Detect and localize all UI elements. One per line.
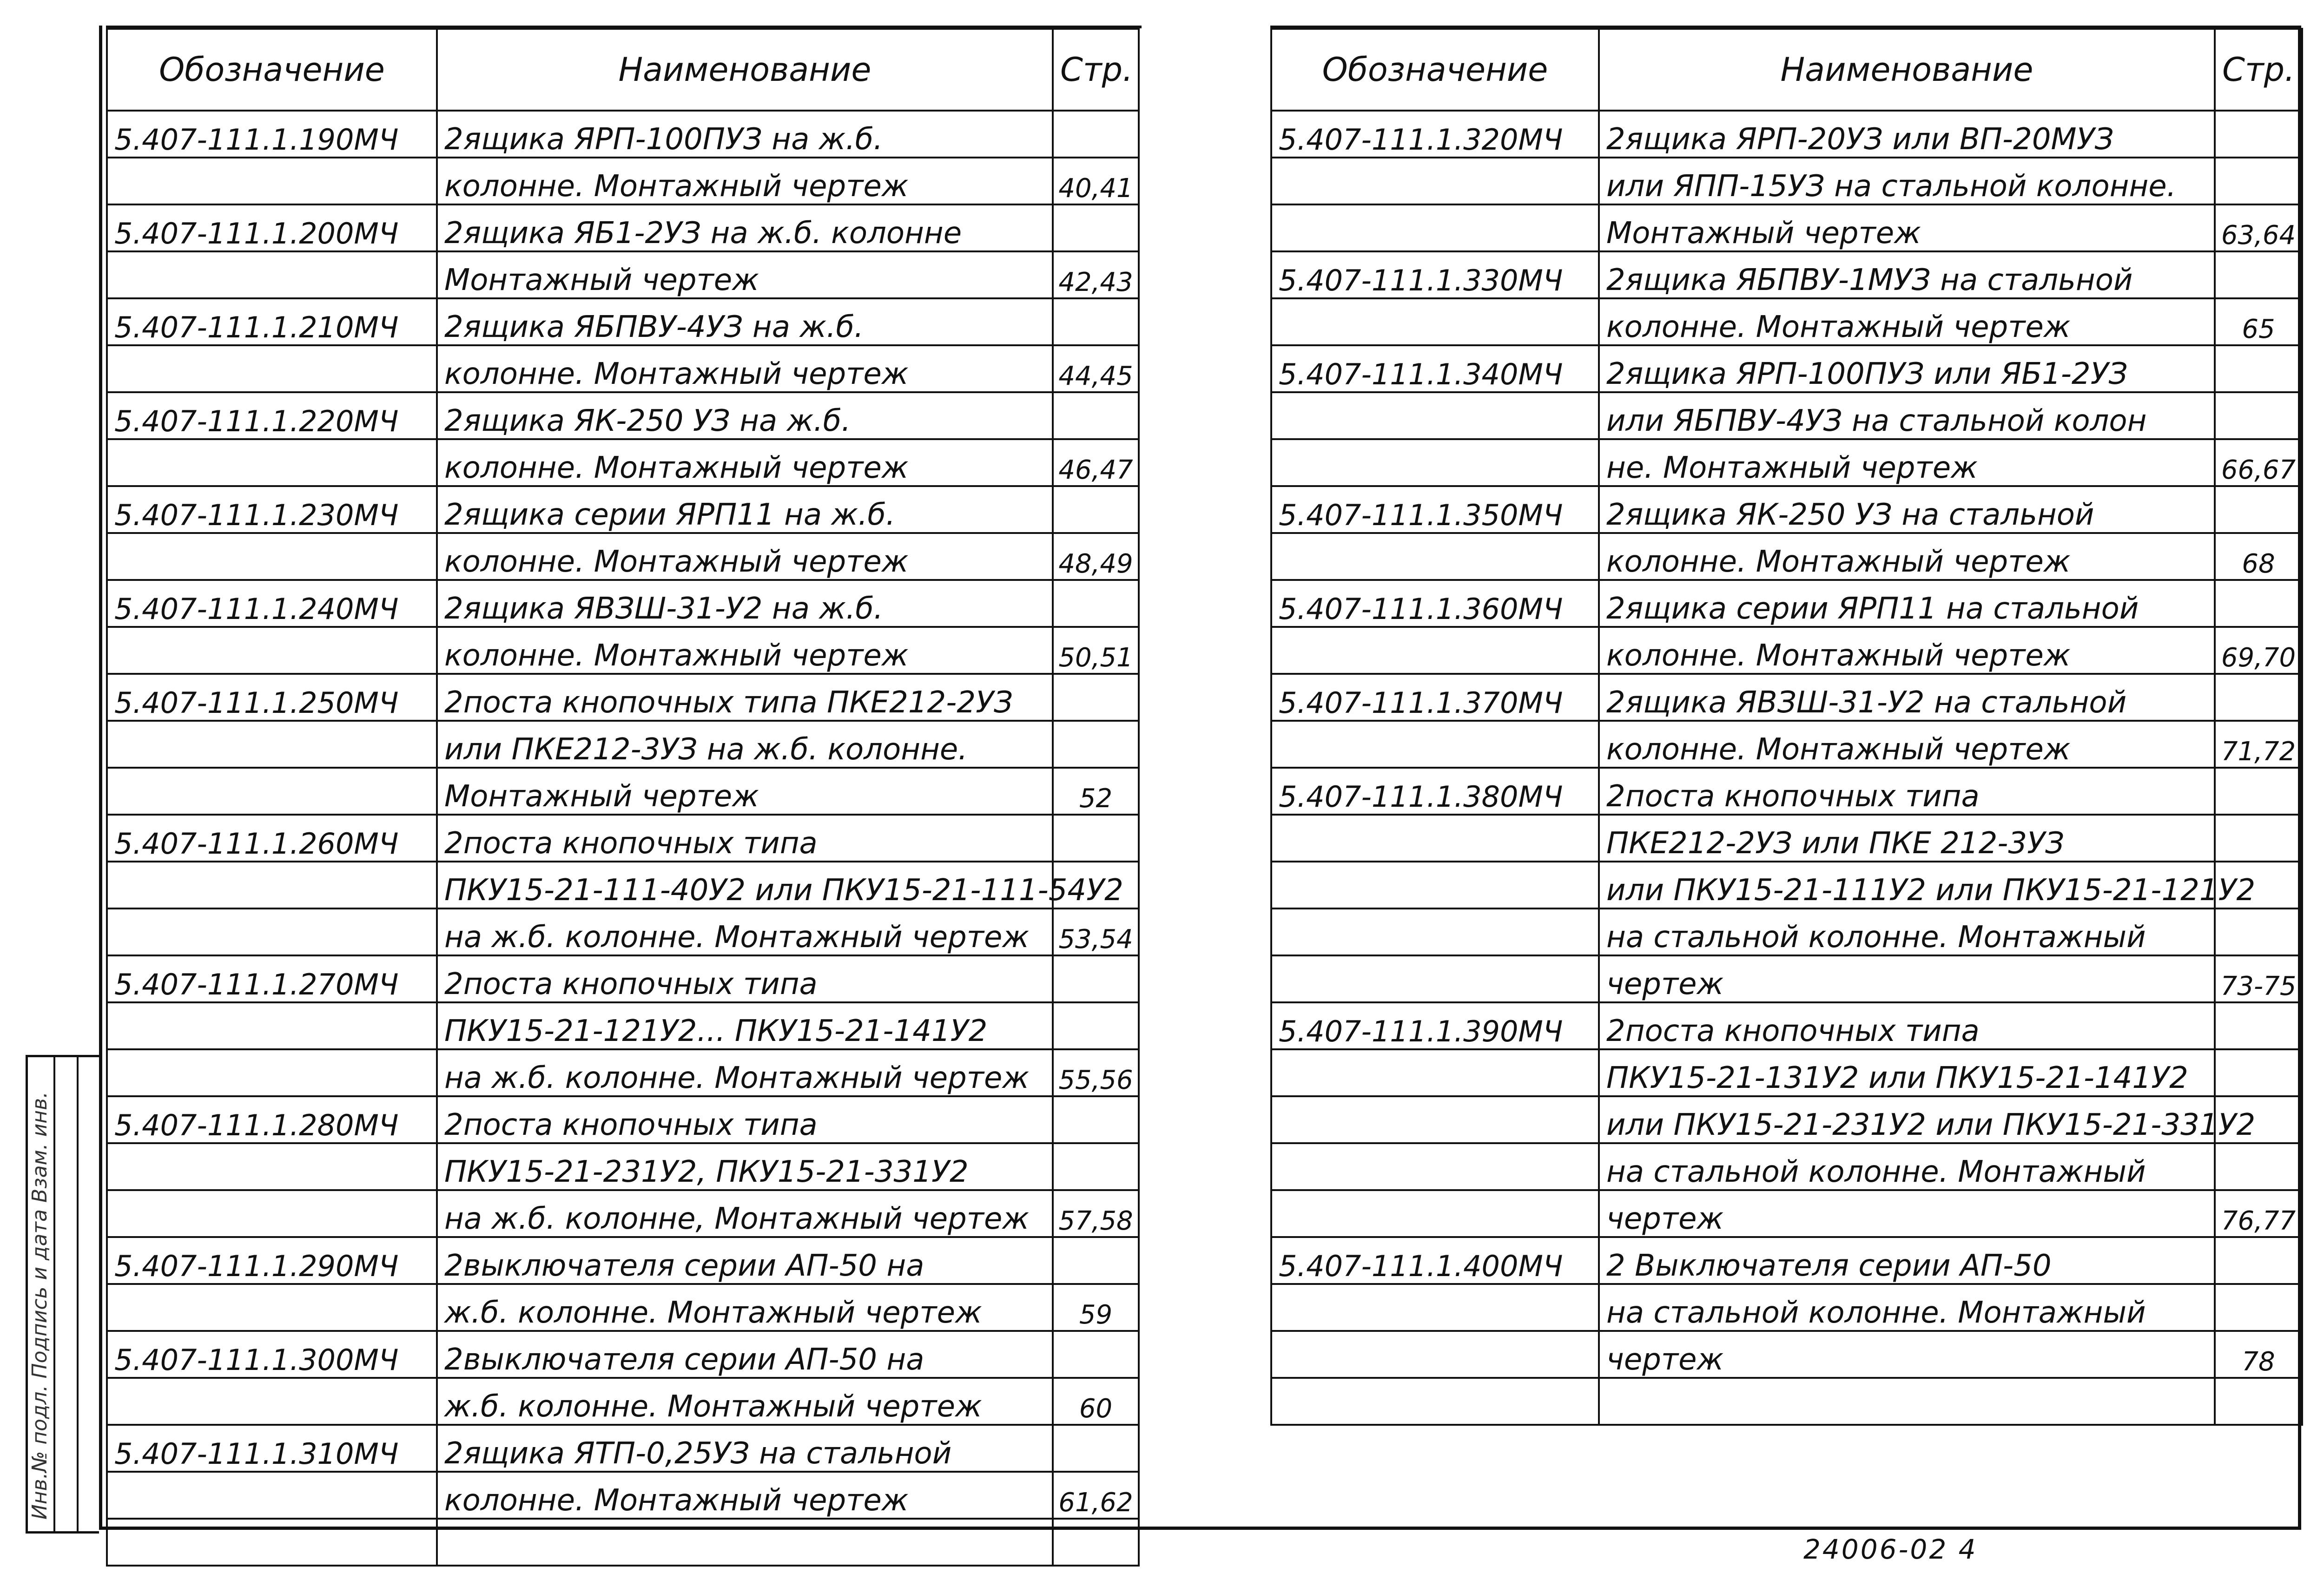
row-name: 2поста кнопочных типа: [1599, 1002, 2215, 1049]
table-row: [1271, 815, 2302, 862]
row-page: [2215, 111, 2302, 158]
row-page: [2215, 1284, 2302, 1331]
right-table-body: [1271, 111, 2302, 1425]
row-page: [1053, 955, 1139, 1002]
row-code: [107, 627, 437, 674]
row-code: 5.407-111.1.360МЧ: [1271, 580, 1599, 627]
table-row: [107, 1190, 1139, 1237]
row-page: 73-75: [2215, 955, 2302, 1002]
table-row: [107, 345, 1139, 392]
row-page: 68: [2215, 533, 2302, 580]
row-page: [1053, 1143, 1139, 1190]
row-page: [1053, 1002, 1139, 1049]
row-page: [1053, 721, 1139, 768]
right-header-row: [1271, 29, 2302, 111]
row-page: [1053, 1237, 1139, 1284]
row-page: 42,43: [1053, 251, 1139, 298]
row-page: [2215, 345, 2302, 392]
row-name: 2поста кнопочных типа: [437, 815, 1053, 862]
row-name: 2ящика ЯБ1-2УЗ на ж.б. колонне: [437, 204, 1053, 251]
row-page: [1053, 204, 1139, 251]
row-code: [107, 1190, 437, 1237]
row-name: 2ящика ЯРП-100ПУЗ или ЯБ1-2УЗ: [1599, 345, 2215, 392]
row-code: 5.407-111.1.350МЧ: [1271, 486, 1599, 533]
row-code: 5.407-111.1.260МЧ: [107, 815, 437, 862]
table-row: [107, 533, 1139, 580]
stamp-label: Инв.№ подл. Подпись и дата Взам. инв.: [28, 1092, 52, 1520]
row-name: колонне. Монтажный чертеж: [1599, 721, 2215, 768]
left-contents-table: [106, 28, 1140, 1567]
row-page: [1053, 815, 1139, 862]
table-row: [107, 392, 1139, 439]
row-code: [1271, 392, 1599, 439]
row-name: Монтажный чертеж: [437, 768, 1053, 815]
row-name: 2ящика ЯБПВУ-4УЗ на ж.б.: [437, 298, 1053, 345]
row-code: 5.407-111.1.340МЧ: [1271, 345, 1599, 392]
row-page: [1053, 1425, 1139, 1472]
row-name: [1599, 1378, 2215, 1425]
table-row: [1271, 627, 2302, 674]
table-row: [1271, 955, 2302, 1002]
row-code: [107, 1002, 437, 1049]
table-row: [1271, 439, 2302, 486]
table-row: [1271, 721, 2302, 768]
table-row: [107, 486, 1139, 533]
row-page: [2215, 251, 2302, 298]
document-code: 24006-02 4: [1803, 1534, 1978, 1565]
row-page: 60: [1053, 1378, 1139, 1425]
row-name: на стальной колонне. Монтажный: [1599, 1284, 2215, 1331]
row-page: [1053, 580, 1139, 627]
row-name: колонне. Монтажный чертеж: [1599, 298, 2215, 345]
row-code: [1271, 1096, 1599, 1143]
row-code: 5.407-111.1.300МЧ: [107, 1331, 437, 1378]
row-code: 5.407-111.1.280МЧ: [107, 1096, 437, 1143]
header-code: Обозначение: [107, 29, 437, 111]
row-name: 2ящика ЯВЗШ-31-У2 на ж.б.: [437, 580, 1053, 627]
row-name: 2ящика серии ЯРП11 на ж.б.: [437, 486, 1053, 533]
table-row: [107, 111, 1139, 158]
row-name: колонне. Монтажный чертеж: [437, 439, 1053, 486]
header-code: Обозначение: [1271, 29, 1599, 111]
row-page: 40,41: [1053, 158, 1139, 204]
table-row: [1271, 111, 2302, 158]
table-row: [1271, 908, 2302, 955]
row-page: 44,45: [1053, 345, 1139, 392]
row-code: [107, 908, 437, 955]
row-name: на ж.б. колонне. Монтажный чертеж: [437, 1049, 1053, 1096]
row-name: 2поста кнопочных типа: [437, 955, 1053, 1002]
table-row: [107, 721, 1139, 768]
row-code: 5.407-111.1.310МЧ: [107, 1425, 437, 1472]
table-row: [1271, 533, 2302, 580]
row-name: Монтажный чертеж: [1599, 204, 2215, 251]
row-code: [1271, 204, 1599, 251]
table-row: [107, 580, 1139, 627]
left-table-body: [107, 111, 1139, 1566]
table-row: [1271, 1237, 2302, 1284]
row-name: [437, 1519, 1053, 1566]
row-name: колонне. Монтажный чертеж: [437, 345, 1053, 392]
row-code: [1271, 298, 1599, 345]
row-page: 53,54: [1053, 908, 1139, 955]
table-row: [107, 1519, 1139, 1566]
table-row: [1271, 251, 2302, 298]
row-page: 55,56: [1053, 1049, 1139, 1096]
row-code: [107, 721, 437, 768]
row-name: чертеж: [1599, 955, 2215, 1002]
row-name: колонне. Монтажный чертеж: [437, 1472, 1053, 1519]
row-code: 5.407-111.1.230МЧ: [107, 486, 437, 533]
table-row: [1271, 768, 2302, 815]
row-code: 5.407-111.1.250МЧ: [107, 674, 437, 721]
row-code: 5.407-111.1.370МЧ: [1271, 674, 1599, 721]
row-page: [2215, 908, 2302, 955]
row-name: ж.б. колонне. Монтажный чертеж: [437, 1378, 1053, 1425]
row-name: или ЯПП-15УЗ на стальной колонне.: [1599, 158, 2215, 204]
table-row: [107, 1378, 1139, 1425]
table-row: [107, 955, 1139, 1002]
row-code: [1271, 721, 1599, 768]
table-row: [107, 1096, 1139, 1143]
row-page: 65: [2215, 298, 2302, 345]
row-page: 61,62: [1053, 1472, 1139, 1519]
table-row: [107, 1425, 1139, 1472]
table-row: [1271, 1284, 2302, 1331]
row-page: 46,47: [1053, 439, 1139, 486]
table-row: [107, 1002, 1139, 1049]
row-name: 2 Выключателя серии АП-50: [1599, 1237, 2215, 1284]
table-row: [1271, 1049, 2302, 1096]
row-name: на стальной колонне. Монтажный: [1599, 908, 2215, 955]
table-row: [1271, 392, 2302, 439]
row-name: чертеж: [1599, 1331, 2215, 1378]
row-code: [107, 862, 437, 908]
row-code: 5.407-111.1.390МЧ: [1271, 1002, 1599, 1049]
row-page: [2215, 1237, 2302, 1284]
row-page: [1053, 674, 1139, 721]
row-name: 2ящика ЯК-250 УЗ на ж.б.: [437, 392, 1053, 439]
table-row: [107, 1331, 1139, 1378]
row-code: 5.407-111.1.240МЧ: [107, 580, 437, 627]
row-name: ПКУ15-21-131У2 или ПКУ15-21-141У2: [1599, 1049, 2215, 1096]
row-page: [2215, 392, 2302, 439]
table-row: [107, 1049, 1139, 1096]
row-code: [1271, 815, 1599, 862]
row-code: [107, 1519, 437, 1566]
row-page: [2215, 580, 2302, 627]
row-name: на ж.б. колонне, Монтажный чертеж: [437, 1190, 1053, 1237]
row-name: 2выключателя серии АП-50 на: [437, 1237, 1053, 1284]
table-row: [107, 298, 1139, 345]
row-code: [1271, 1331, 1599, 1378]
row-page: [2215, 1002, 2302, 1049]
row-code: [107, 1284, 437, 1331]
row-code: 5.407-111.1.210МЧ: [107, 298, 437, 345]
table-row: [1271, 1190, 2302, 1237]
row-code: [1271, 158, 1599, 204]
row-code: [1271, 955, 1599, 1002]
row-name: или ЯБПВУ-4УЗ на стальной колон: [1599, 392, 2215, 439]
row-name: колонне. Монтажный чертеж: [437, 627, 1053, 674]
table-row: [1271, 486, 2302, 533]
row-name: 2ящика ЯК-250 УЗ на стальной: [1599, 486, 2215, 533]
table-row: [107, 815, 1139, 862]
row-page: 59: [1053, 1284, 1139, 1331]
row-page: [1053, 111, 1139, 158]
row-name: на стальной колонне. Монтажный: [1599, 1143, 2215, 1190]
row-name: ПКУ15-21-111-40У2 или ПКУ15-21-111-54У2: [437, 862, 1053, 908]
row-name: 2выключателя серии АП-50 на: [437, 1331, 1053, 1378]
row-code: 5.407-111.1.320МЧ: [1271, 111, 1599, 158]
row-code: [107, 768, 437, 815]
stamp-divider: [53, 1057, 55, 1531]
table-row: [107, 1237, 1139, 1284]
table-row: [1271, 580, 2302, 627]
row-page: 76,77: [2215, 1190, 2302, 1237]
row-page: [1053, 392, 1139, 439]
row-page: 57,58: [1053, 1190, 1139, 1237]
row-name: ПКЕ212-2УЗ или ПКЕ 212-3УЗ: [1599, 815, 2215, 862]
table-row: [107, 1143, 1139, 1190]
row-name: 2ящика ЯТП-0,25УЗ на стальной: [437, 1425, 1053, 1472]
row-page: [1053, 486, 1139, 533]
row-name: ж.б. колонне. Монтажный чертеж: [437, 1284, 1053, 1331]
row-name: ПКУ15-21-121У2... ПКУ15-21-141У2: [437, 1002, 1053, 1049]
table-row: [1271, 345, 2302, 392]
table-row: [1271, 158, 2302, 204]
row-name: не. Монтажный чертеж: [1599, 439, 2215, 486]
row-page: 50,51: [1053, 627, 1139, 674]
table-row: [107, 1472, 1139, 1519]
table-row: [107, 768, 1139, 815]
table-row: [107, 251, 1139, 298]
row-name: или ПКУ15-21-111У2 или ПКУ15-21-121У2: [1599, 862, 2215, 908]
row-code: [107, 158, 437, 204]
row-code: 5.407-111.1.400МЧ: [1271, 1237, 1599, 1284]
row-name: 2ящика ЯРП-20УЗ или ВП-20МУЗ: [1599, 111, 2215, 158]
table-row: [1271, 204, 2302, 251]
header-name: Наименование: [437, 29, 1053, 111]
table-row: [107, 439, 1139, 486]
row-name: Монтажный чертеж: [437, 251, 1053, 298]
row-code: [107, 1378, 437, 1425]
row-page: [2215, 768, 2302, 815]
row-page: [2215, 815, 2302, 862]
row-code: [107, 1472, 437, 1519]
row-code: [107, 345, 437, 392]
row-code: 5.407-111.1.190МЧ: [107, 111, 437, 158]
row-name: на ж.б. колонне. Монтажный чертеж: [437, 908, 1053, 955]
row-page: [2215, 1143, 2302, 1190]
row-page: 71,72: [2215, 721, 2302, 768]
row-page: 63,64: [2215, 204, 2302, 251]
row-page: [2215, 674, 2302, 721]
row-page: [2215, 1378, 2302, 1425]
stamp-divider: [77, 1057, 79, 1531]
row-code: [1271, 1284, 1599, 1331]
row-code: [1271, 627, 1599, 674]
row-code: 5.407-111.1.380МЧ: [1271, 768, 1599, 815]
row-page: 66,67: [2215, 439, 2302, 486]
table-row: [107, 627, 1139, 674]
row-code: [107, 533, 437, 580]
row-name: 2поста кнопочных типа: [1599, 768, 2215, 815]
row-code: 5.407-111.1.290МЧ: [107, 1237, 437, 1284]
row-name: чертеж: [1599, 1190, 2215, 1237]
row-code: [1271, 1378, 1599, 1425]
row-code: 5.407-111.1.220МЧ: [107, 392, 437, 439]
table-row: [107, 204, 1139, 251]
row-code: 5.407-111.1.200МЧ: [107, 204, 437, 251]
row-code: [1271, 1143, 1599, 1190]
row-page: [1053, 1096, 1139, 1143]
row-page: [2215, 1049, 2302, 1096]
right-contents-table: [1270, 28, 2303, 1426]
row-name: 2поста кнопочных типа ПКЕ212-2УЗ: [437, 674, 1053, 721]
row-name: или ПКУ15-21-231У2 или ПКУ15-21-331У2: [1599, 1096, 2215, 1143]
table-row: [1271, 1378, 2302, 1425]
table-row: [1271, 674, 2302, 721]
left-header-row: [107, 29, 1139, 111]
table-row: [107, 1284, 1139, 1331]
row-page: [1053, 1519, 1139, 1566]
row-name: 2ящика ЯРП-100ПУЗ на ж.б.: [437, 111, 1053, 158]
row-code: 5.407-111.1.270МЧ: [107, 955, 437, 1002]
row-name: 2ящика ЯБПВУ-1МУЗ на стальной: [1599, 251, 2215, 298]
table-row: [1271, 1331, 2302, 1378]
row-code: [1271, 1190, 1599, 1237]
row-code: [1271, 862, 1599, 908]
row-code: [1271, 1049, 1599, 1096]
table-row: [1271, 298, 2302, 345]
row-page: 52: [1053, 768, 1139, 815]
table-row: [1271, 1143, 2302, 1190]
row-name: или ПКЕ212-3УЗ на ж.б. колонне.: [437, 721, 1053, 768]
row-code: [107, 1143, 437, 1190]
table-row: [107, 862, 1139, 908]
row-code: [107, 439, 437, 486]
row-page: 78: [2215, 1331, 2302, 1378]
row-page: [2215, 158, 2302, 204]
row-code: 5.407-111.1.330МЧ: [1271, 251, 1599, 298]
row-name: 2ящика серии ЯРП11 на стальной: [1599, 580, 2215, 627]
row-code: [107, 251, 437, 298]
row-name: 2поста кнопочных типа: [437, 1096, 1053, 1143]
table-row: [107, 908, 1139, 955]
row-page: 48,49: [1053, 533, 1139, 580]
table-row: [107, 674, 1139, 721]
row-code: [107, 1049, 437, 1096]
row-page: [1053, 1331, 1139, 1378]
row-name: колонне. Монтажный чертеж: [1599, 533, 2215, 580]
row-page: [1053, 298, 1139, 345]
header-page: Стр.: [2215, 29, 2302, 111]
row-code: [1271, 439, 1599, 486]
row-code: [1271, 908, 1599, 955]
header-page: Стр.: [1053, 29, 1139, 111]
row-name: колонне. Монтажный чертеж: [437, 533, 1053, 580]
row-name: ПКУ15-21-231У2, ПКУ15-21-331У2: [437, 1143, 1053, 1190]
row-name: колонне. Монтажный чертеж: [1599, 627, 2215, 674]
table-row: [107, 158, 1139, 204]
row-page: 69,70: [2215, 627, 2302, 674]
row-page: [2215, 486, 2302, 533]
row-name: 2ящика ЯВЗШ-31-У2 на стальной: [1599, 674, 2215, 721]
table-row: [1271, 862, 2302, 908]
table-row: [1271, 1096, 2302, 1143]
row-name: колонне. Монтажный чертеж: [437, 158, 1053, 204]
table-row: [1271, 1002, 2302, 1049]
header-name: Наименование: [1599, 29, 2215, 111]
row-code: [1271, 533, 1599, 580]
